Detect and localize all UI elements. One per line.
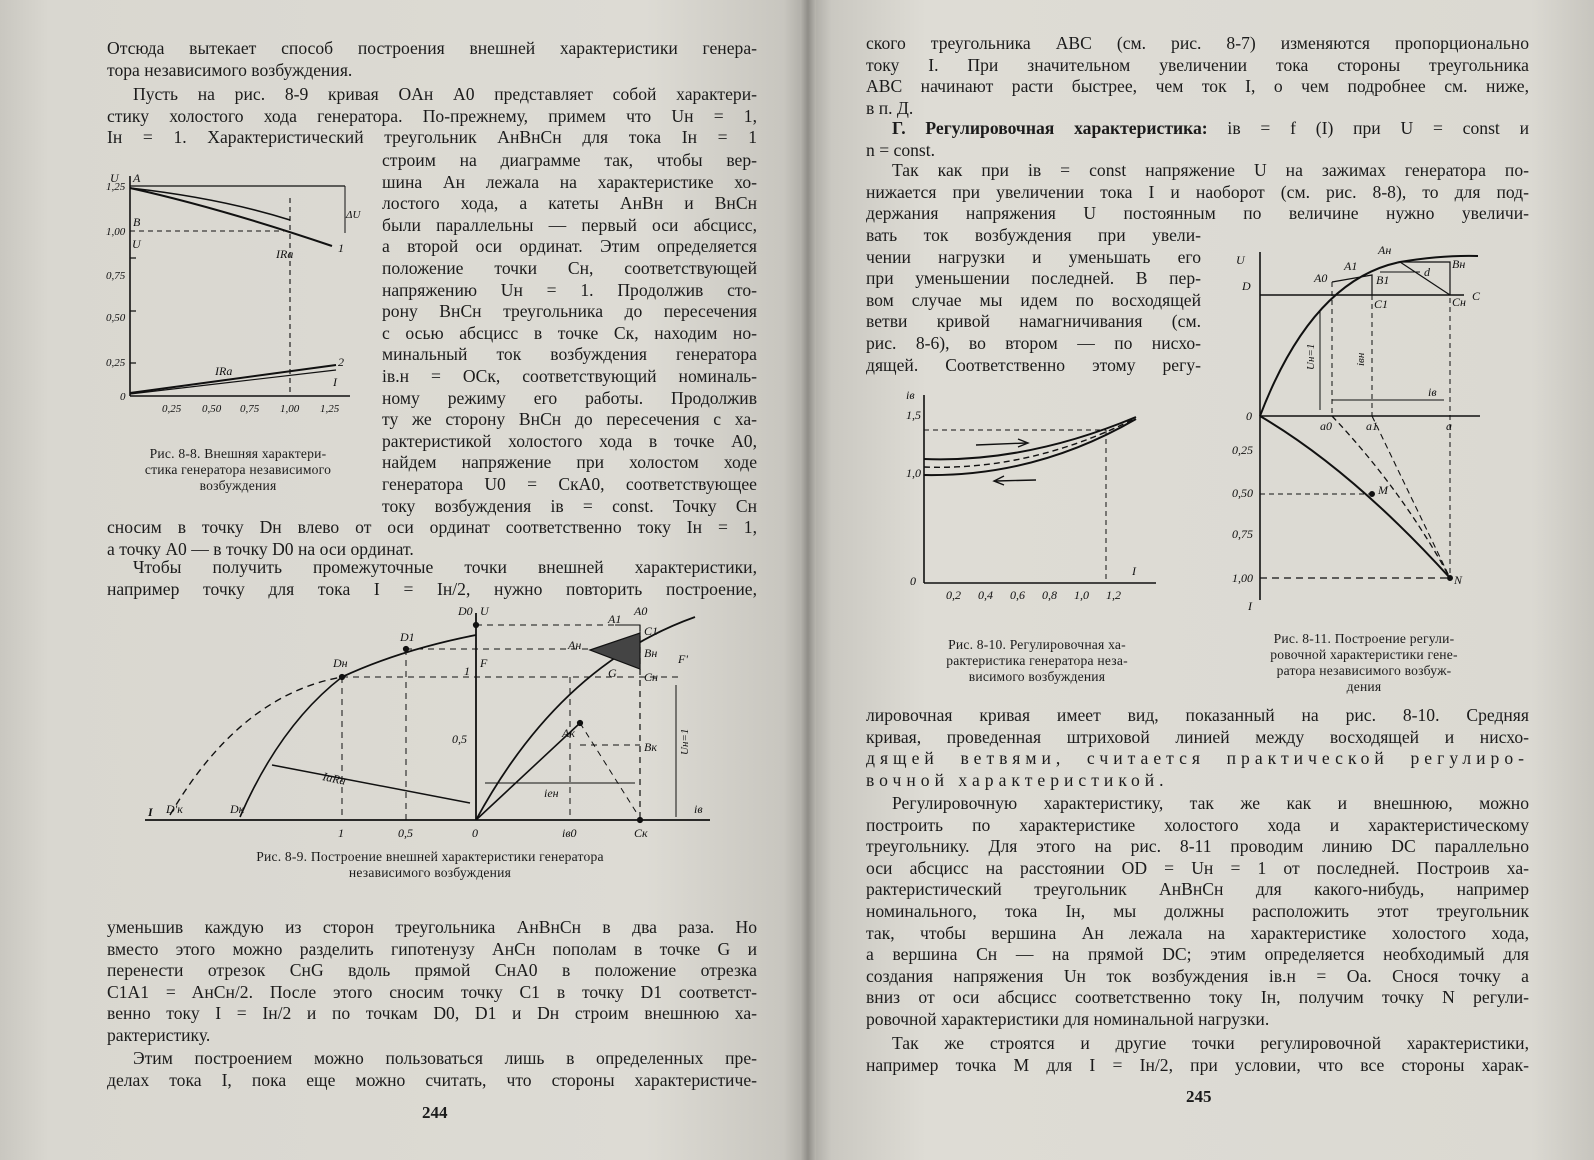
regulation-curve xyxy=(1260,416,1450,578)
fig810-xtick: 0,4 xyxy=(978,588,993,602)
fig88-label-u2: U xyxy=(132,237,141,251)
text-line: вочной характеристикой. xyxy=(866,769,1169,790)
fig89-x1: 1 xyxy=(338,826,344,840)
text-line: так, чтобы вершина Aн лежала на характеристике холостого хода, xyxy=(866,922,1529,943)
text-line: ского треугольника ABC (см. рис. 8-7) изменяются пропорционально xyxy=(866,33,1529,53)
caption-line: возбуждения xyxy=(199,478,277,493)
text-line: вом случае мы идем по восходящей xyxy=(866,289,1201,310)
text-line: треугольнику. Для этого на рис. 8-11 проводим линию DC параллельно xyxy=(866,836,1529,857)
fig810-xtick: 0,6 xyxy=(1010,588,1025,602)
text-line: уменьшив каждую из сторон треугольника AнBнCн в два раза. Но xyxy=(107,917,757,937)
fig89-one: 1 xyxy=(464,664,470,678)
fig811-un: Uн=1 xyxy=(1305,343,1317,370)
text-line: тора независимого возбуждения. xyxy=(107,59,353,80)
caption-line: Рис. 8-8. Внешняя характери- xyxy=(149,446,327,461)
text-line: току возбуждения iв = const. Точку Cн xyxy=(382,495,757,516)
caption-line: независимого возбуждения xyxy=(348,865,512,880)
text-line: рактеристикой холостого хода в точке A0, xyxy=(382,430,757,451)
y-ticks xyxy=(130,258,136,363)
caption-line: ровочной характеристики гене- xyxy=(1270,647,1458,662)
right-para1-side xyxy=(866,225,1201,376)
fig89-a1: A1 xyxy=(608,612,622,626)
fig811-u: U xyxy=(1236,253,1245,267)
text-line: Отсюда вытекает способ построения внешней характеристики генера- xyxy=(107,38,757,58)
text-line: создания напряжения Uн ток возбуждения iв.н = Oa. Снося точку a xyxy=(866,965,1529,986)
fig811-caption xyxy=(1230,631,1498,695)
text-line: положение точки Cн, соответствующей xyxy=(382,257,757,278)
fig89-iara: IaRa xyxy=(321,769,348,788)
fig88-ytick: 1,25 xyxy=(106,181,126,193)
right-para1 xyxy=(866,160,1529,225)
point-dn xyxy=(339,674,344,679)
dk-curve xyxy=(240,677,342,817)
fig811-a0: A0 xyxy=(1314,271,1328,285)
fig811-a1: A1 xyxy=(1344,259,1358,273)
text-line: n = const. xyxy=(866,139,936,160)
text-line: Так как при iв = const напряжение U на зажимах генератора по- xyxy=(892,160,1529,180)
caption-line: ратора независимого возбуж- xyxy=(1276,663,1452,678)
arrow-left xyxy=(996,480,1036,481)
fig811-c1: C1 xyxy=(1374,297,1389,311)
fig89-half: 0,5 xyxy=(452,732,467,746)
text-line: ровочной характеристики для номинальной нагрузки. xyxy=(866,1008,1270,1029)
hatched-triangle xyxy=(590,633,640,669)
fig88-xtick: 0,25 xyxy=(162,403,182,415)
text-line: вниз от оси абсцисс соответственно току Iн, получим точку N регули- xyxy=(866,987,1529,1008)
ak-dashed xyxy=(580,723,638,815)
fig89-un: Uн=1 xyxy=(679,728,691,755)
fig811-ytick: 1,00 xyxy=(1232,571,1253,585)
book-gutter xyxy=(800,0,816,1160)
fig810-caption xyxy=(912,637,1162,685)
text-line: Пусть на рис. 8-9 кривая OAн A0 представляет собой характери- xyxy=(133,84,757,104)
text-line: строим на диаграмме так, чтобы вер- xyxy=(382,150,757,170)
fig811-ytick: 0,50 xyxy=(1232,486,1253,500)
fig88-label-u: U xyxy=(110,171,119,185)
point-ck xyxy=(637,817,642,822)
fig811-b1: B1 xyxy=(1376,273,1390,287)
text-line: нижается при увеличении тока I и наоборот (см. рис. 8-8), то для под- xyxy=(866,181,1529,202)
text-line: например точка M для I = Iн/2, при условии, что все стороны харак- xyxy=(866,1054,1529,1075)
fig88-label-i: I xyxy=(333,375,337,389)
left-para1-end xyxy=(107,517,757,560)
text-line: стику холостого хода генератора. По-прежнему, примем что Uн = 1, xyxy=(107,105,757,126)
caption-line: Рис. 8-10. Регулировочная ха- xyxy=(948,637,1126,652)
text-line: с осью абсцисс в точке Cк, находим но- xyxy=(382,322,757,343)
fig89-f: F xyxy=(480,656,488,670)
fig88-label-1: 1 xyxy=(338,241,344,255)
text-line: а вершина Cн — на прямой DC; этим определяется необходимый для xyxy=(866,944,1529,965)
fig89-d1: D1 xyxy=(400,630,415,644)
fig89-an: Aн xyxy=(568,638,582,652)
fig811-d-small: d xyxy=(1424,265,1430,279)
fig89-x0: 0 xyxy=(472,826,478,840)
fig811-n: N xyxy=(1454,573,1463,587)
left-para4 xyxy=(107,1048,757,1091)
fig811-ytick: 0,75 xyxy=(1232,527,1253,541)
fig88-label-ira: IRa xyxy=(276,247,294,261)
right-para-top xyxy=(866,33,1529,119)
fig89-f2: F' xyxy=(678,652,688,666)
text-line: оси абсцисс на расстоянии OD = Uн = 1 от последней. Построив ха- xyxy=(866,857,1529,878)
text-line: ABC начинают расти быстрее, чем ток I, о чем подробнее см. ниже, xyxy=(866,76,1529,97)
text-line: перенести отрезок CнG вдоль прямой CнA0 в положение отрезка xyxy=(107,960,757,981)
caption-line: Рис. 8-9. Построение внешней характеристики генератора xyxy=(256,849,604,864)
fig89-dk: Dк xyxy=(230,802,245,816)
fig88-xtick: 0,50 xyxy=(202,403,222,415)
point-n xyxy=(1448,576,1453,581)
fig88-xtick: 1,00 xyxy=(280,403,300,415)
fig88-ytick: 1,00 xyxy=(106,226,126,238)
fig811-ien: iвн xyxy=(1355,352,1367,366)
fig811-c: C xyxy=(1472,289,1481,303)
point-d0 xyxy=(473,622,478,627)
caption-line: Рис. 8-11. Построение регули- xyxy=(1273,631,1455,646)
fig810-ytick: 1,5 xyxy=(906,408,921,422)
text-line: Iн = 1. Характеристический треугольник AнBнCн для тока Iн = 1 xyxy=(107,127,757,148)
caption-line: стика генератора независимого xyxy=(144,462,332,477)
left-para1-top xyxy=(107,84,757,149)
text-line: кривая, проведенная штриховой линией между восходящей и нисхо- xyxy=(866,726,1529,747)
fig810-xtick: 0,8 xyxy=(1042,588,1057,602)
text-line: сносим в точку Dн влево от оси ординат соответственно току Iн = 1, xyxy=(107,517,757,537)
figure-8-8 xyxy=(100,168,370,438)
left-para2 xyxy=(107,557,757,600)
text-line: лировочная кривая имеет вид, показанный на рис. 8-10. Средняя xyxy=(866,705,1529,725)
fig89-ib: iв xyxy=(694,802,703,816)
fig811-ib: iв xyxy=(1428,385,1437,399)
text-line: построить по характеристике холостого хода и характеристическому xyxy=(866,814,1529,835)
external-dashed xyxy=(170,677,342,815)
iara-line xyxy=(272,765,470,803)
text-line: вать ток возбуждения при увели- xyxy=(866,225,1201,245)
fig810-xtick: 1,2 xyxy=(1106,588,1121,602)
right-heading xyxy=(866,118,1529,161)
text-line: Чтобы получить промежуточные точки внешней характеристики, xyxy=(133,557,757,577)
fig88-ytick: 0,50 xyxy=(106,312,126,324)
fig89-bn: Bн xyxy=(644,646,658,660)
fig810-ytick: 1,0 xyxy=(906,466,921,480)
section-heading: Г. Регулировочная характеристика: xyxy=(892,118,1208,138)
fig89-cn: Cн xyxy=(644,670,658,684)
fig89-ak: Aк xyxy=(562,726,575,740)
fig811-ytick: 0,25 xyxy=(1232,443,1253,457)
text-line: генератора U0 = CкA0, соответствующее xyxy=(382,473,757,494)
fig811-cn: Cн xyxy=(1452,295,1466,309)
text-line: ту же сторону BнCн до пересечения с ха- xyxy=(382,409,757,430)
fig89-g: G xyxy=(608,666,617,680)
fig89-ib0: iв0 xyxy=(562,826,577,840)
figure-8-10 xyxy=(906,385,1166,610)
arrow-right xyxy=(976,443,1026,445)
curve-1 xyxy=(130,188,332,246)
point-ak xyxy=(577,720,582,725)
curve-2 xyxy=(130,365,336,393)
fig88-label-a: A xyxy=(133,171,141,185)
fig811-o: 0 xyxy=(1246,409,1252,423)
no-load-curve xyxy=(1260,256,1478,416)
text-line: ветви кривой намагничивания (см. xyxy=(866,311,1201,332)
fig89-x05: 0,5 xyxy=(398,826,413,840)
fig811-a1b: a1 xyxy=(1366,419,1378,433)
text-line: держания напряжения U постоянным по величине нужно увеличи- xyxy=(866,203,1529,224)
fig89-i: I xyxy=(148,805,153,819)
page-number-left: 244 xyxy=(422,1103,448,1122)
fig88-ytick: 0,25 xyxy=(106,357,126,369)
fig88-ytick: 0 xyxy=(120,391,126,403)
text-line: току I. При значительном увеличении тока стороны треугольника xyxy=(866,54,1529,75)
left-para1-side xyxy=(382,150,757,517)
fig89-d0: D0 xyxy=(458,605,473,618)
text-line: рактеристический треугольник AнBнCн для какого-нибудь, например xyxy=(866,879,1529,900)
ascending-branch xyxy=(924,417,1136,459)
fig811-i: I xyxy=(1248,599,1252,612)
fig88-xtick: 0,75 xyxy=(240,403,260,415)
right-para4 xyxy=(866,1033,1529,1076)
text-line: лостого хода, а катеты AнBн и BнCн xyxy=(382,193,757,214)
figure-8-11 xyxy=(1232,240,1500,612)
fig88-ytick: 0,75 xyxy=(106,270,126,282)
text-line: рактеристику. xyxy=(107,1024,211,1045)
text-line: найдем напряжение при холостом ходе xyxy=(382,452,757,473)
text-line: напряжению Uн = 1. Продолжив сто- xyxy=(382,279,757,300)
fig810-i: I xyxy=(1132,564,1136,578)
right-para3 xyxy=(866,793,1529,1031)
point-m xyxy=(1370,492,1375,497)
text-line: iв.н = OCк, соответствующий номиналь- xyxy=(382,365,757,386)
text-line: вместо этого можно разделить гипотенузу AнCн пополам в точке G и xyxy=(107,938,757,959)
fig810-xtick: 0,2 xyxy=(946,588,961,602)
fig88-label-ira2: IRa xyxy=(215,364,233,378)
text-line: дящей ветвями, считается практической регулиро- xyxy=(866,748,1529,769)
fig88-label-2: 2 xyxy=(338,355,344,369)
text-line: номинального, тока Iн, мы должны расположить этот треугольник xyxy=(866,900,1529,921)
text-line: шина Aн лежала на характеристике хо- xyxy=(382,171,757,192)
caption-line: висимого возбуждения xyxy=(968,669,1106,684)
fig811-a0b: a0 xyxy=(1320,419,1332,433)
text-line: Так же строятся и другие точки регулировочной характеристики, xyxy=(892,1033,1529,1053)
text-line: чении нагрузки и уменьшать его xyxy=(866,246,1201,267)
figure-8-9 xyxy=(140,605,720,840)
text-line: C1A1 = AнCн/2. После этого сносим точку C1 в точку D1 соответст- xyxy=(107,981,757,1002)
fig811-an: Aн xyxy=(1378,243,1392,257)
dashed-construct-2 xyxy=(1372,416,1450,578)
fig89-caption xyxy=(140,849,720,881)
left-intro xyxy=(107,38,757,81)
caption-line: рактеристика генератора неза- xyxy=(946,653,1128,668)
fig88-xtick: 1,25 xyxy=(320,403,340,415)
left-para3 xyxy=(107,917,757,1047)
text-line: ному режиму его работы. Продолжив xyxy=(382,387,757,408)
text-line: в п. Д. xyxy=(866,97,914,118)
fig89-c1: C1 xyxy=(644,624,659,638)
text-line: Этим построением можно пользоваться лишь в определенных пре- xyxy=(133,1048,757,1068)
fig89-dn: Dн xyxy=(333,656,348,670)
text-line: рону BнCн треугольника до пересечения xyxy=(382,301,757,322)
fig810-ytick: 0 xyxy=(910,574,916,588)
fig811-a: a xyxy=(1446,419,1452,433)
right-para2 xyxy=(866,705,1529,791)
text-line: рис. 8-6), во втором — по нисхо- xyxy=(866,332,1201,353)
fig810-ib: iв xyxy=(906,388,915,402)
fig810-xtick: 1,0 xyxy=(1074,588,1089,602)
text-line: делах тока I, пока еще можно считать, что стороны характеристиче- xyxy=(107,1069,757,1090)
point-d1 xyxy=(403,646,408,651)
text-line: например точку для тока I = Iн/2, нужно повторить построение, xyxy=(107,578,757,599)
text-line: Регулировочную характеристику, так же как и внешнюю, можно xyxy=(892,793,1529,813)
fig89-u: U xyxy=(480,605,489,618)
text-line: венно току I = Iн/2 и по точкам D0, D1 и Dн строим внешнюю ха- xyxy=(107,1003,757,1024)
text-line: минальный ток возбуждения генератора xyxy=(382,344,757,365)
text-line: а точку A0 — в точку D0 на оси ординат. xyxy=(107,538,414,559)
text-line: при уменьшении последней. В пер- xyxy=(866,268,1201,289)
curve-2b xyxy=(130,370,336,394)
fig88-label-du: ΔU xyxy=(346,209,361,221)
fig811-m: M xyxy=(1378,483,1388,497)
caption-line: дения xyxy=(1346,679,1382,694)
fig89-a0: A0 xyxy=(634,605,648,618)
fig811-bn: Bн xyxy=(1452,257,1466,271)
text-line: были параллельны — первый оси абсцисс, xyxy=(382,214,757,235)
page-number-right: 245 xyxy=(1186,1087,1212,1106)
dashed-construct-1 xyxy=(1332,416,1450,578)
fig88-label-b: B xyxy=(133,215,141,229)
fig89-bk: Bк xyxy=(644,740,657,754)
text-line: дящей. Соответственно этому регу- xyxy=(866,354,1201,375)
fig89-ien: iен xyxy=(544,786,559,800)
fig89-dk2: D'к xyxy=(166,802,183,816)
fig89-ck: Cк xyxy=(634,826,648,840)
heading-formula: iв = f (I) при U = const и xyxy=(1207,118,1529,138)
text-line: а второй оси ординат. Этим определяется xyxy=(382,236,757,257)
fig88-caption xyxy=(103,446,373,494)
fig811-d: D xyxy=(1242,279,1251,293)
